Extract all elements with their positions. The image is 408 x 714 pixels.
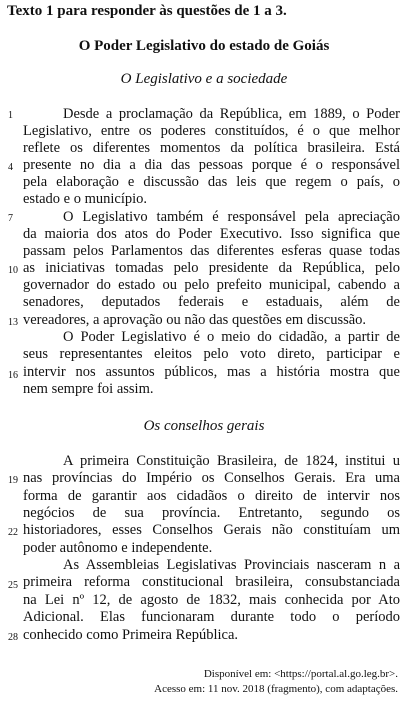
text-line: estado e o município. — [23, 191, 148, 207]
text-line: da maioria dos atos do Poder Executivo. Isso significa que — [23, 226, 400, 242]
text-line: intervir nos assuntos públicos, mas a história mostra que — [23, 364, 400, 380]
exercise-header: Texto 1 para responder às questões de 1 a 3. — [7, 3, 287, 19]
line-number: 22 — [8, 527, 18, 538]
text-line: pela elaboração e discussão das leis que regem o país, o — [23, 174, 400, 190]
text-line: passam pelos Parlamentos das diferentes esferas quase todas — [23, 243, 400, 259]
text-line: presente no dia a dia das pessoas porque é o responsável — [23, 157, 400, 173]
text-line: A primeira Constituição Brasileira, de 1824, institui u — [63, 453, 400, 469]
text-line: Adicional. Elas funcionaram durante todo o período — [23, 609, 400, 625]
text-line: Legislativo, entre os poderes constituídos, é o que melhor — [23, 123, 400, 139]
source-link: Disponível em: <https://portal.al.go.leg.br>. — [203, 668, 398, 680]
text-line: As Assembleias Legislativas Provinciais nasceram n a — [63, 557, 400, 573]
text-line: seus representantes eleitos pelo voto direto, participar e — [23, 346, 400, 362]
text-line: forma de garantir aos cidadãos o direito de intervir nos — [23, 488, 400, 504]
text-line: vereadores, a aprovação ou não das questões em discussão. — [23, 312, 367, 328]
line-number: 4 — [8, 162, 13, 173]
line-number: 1 — [8, 110, 13, 121]
section-heading-legislativo: O Legislativo e a sociedade — [120, 71, 288, 87]
section-heading-conselhos: Os conselhos gerais — [143, 418, 265, 434]
text-line: as iniciativas tomadas pelo presidente da República, pelo — [23, 260, 400, 276]
text-line: O Poder Legislativo é o meio do cidadão, a partir de — [63, 329, 400, 345]
line-number: 28 — [8, 632, 18, 643]
line-number: 19 — [8, 475, 18, 486]
access-date: Acesso em: 11 nov. 2018 (fragmento), com adaptações. — [154, 683, 398, 695]
line-number: 10 — [8, 265, 18, 276]
text-line: nas províncias do Império os Conselhos Gerais. Era uma — [23, 470, 400, 486]
text-line: negócios de sua província. Entretanto, segundo os — [23, 505, 400, 521]
text-line: governador do estado ou pelo prefeito municipal, cabendo a — [23, 277, 400, 293]
line-number: 7 — [8, 213, 13, 224]
text-line: O Legislativo também é responsável pela apreciação — [63, 209, 400, 225]
text-line: conhecido como Primeira República. — [23, 627, 239, 643]
line-number: 16 — [8, 370, 18, 381]
text-line: na Lei nº 12, de agosto de 1832, mais conhecida por Ato — [23, 592, 400, 608]
line-number: 13 — [8, 317, 18, 328]
text-title: O Poder Legislativo do estado de Goiás — [78, 38, 330, 54]
text-line: senadores, deputados federais e estaduais, além de — [23, 294, 400, 310]
text-line: Desde a proclamação da República, em 1889, o Poder — [63, 106, 400, 122]
text-line: historiadores, esses Conselhos Gerais não constituíam um — [23, 522, 400, 538]
line-number: 25 — [8, 580, 18, 591]
text-line: reflete os diferentes momentos da política brasileira. Está — [23, 140, 400, 156]
text-line: primeira reforma constitucional brasileira, consubstanciada — [23, 574, 400, 590]
text-line: poder autônomo e independente. — [23, 540, 213, 556]
text-line: nem sempre foi assim. — [23, 381, 154, 397]
